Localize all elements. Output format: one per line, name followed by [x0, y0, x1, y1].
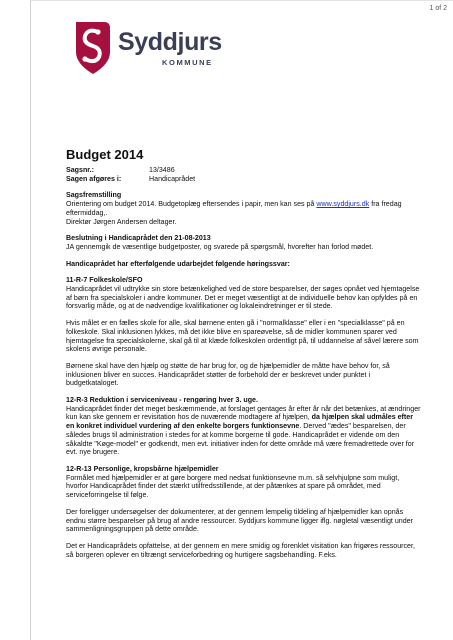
section-folkeskole	[66, 276, 422, 388]
text: Handicaprådet finder det meget beskæmmende, at forslaget gentages år efter år når det betænkes, at ændringer kun kan ske gennem er revisitation hos de nuværende modtagere af hjælpen,	[66, 404, 421, 422]
paragraph	[66, 405, 422, 457]
section-sagsfremstilling	[66, 191, 422, 226]
paragraph: Der foreligger undersøgelser der dokumenterer, at der gennem lempelig tildeling af hjælpemidler kan opnås endnu større besparelser på brug af andre ressourcer. Syddjurs kommune ligger iflg. nøgletal væsentligt under sammenligningsgruppen på dette område.	[66, 507, 413, 534]
paragraph: Hvis målet er en fælles skole for alle, skal børnene enten gå i "normalklasse" eller i en "specialklasse" på en folkeskole. Skal inklusionen lykkes, må det ikke blive en spareøvelse, så de midler kommunen sparer ved hjemtagelse fra specialskolerne, skal gå til at klæde folkeskolen ordentligt på, til uddannelse af såvel lærere som skolens øvrige personale.	[66, 319, 419, 354]
section-heading: Handicaprådet har efterfølgende udarbejdet følgende høringssvar:	[66, 259, 290, 268]
document-body	[66, 147, 422, 559]
text: Orientering om budget 2014. Budgetoplæg eftersendes i papir, men kan ses på	[66, 200, 317, 209]
meta-row-sagsnr	[66, 166, 422, 175]
paragraph: Handicaprådet vil udtrykke sin store betænkelighed ved de store besparelser, der søges opnået ved hjemtagelse af børn fra specialskoler i andre kommuner. Det er meget væsentligt at de individuelle behov kan opfyldes på en forsvarlig måde, og at de nødvendige kvalifikationer og lokaleindretninger er til stede.	[66, 285, 420, 311]
section-heading: 11-R-7 Folkeskole/SFO	[66, 276, 143, 285]
document-title: Budget 2014	[66, 147, 144, 162]
page-number: 1 of 2	[429, 5, 447, 12]
section-horing	[66, 260, 422, 269]
section-rengoring	[66, 396, 422, 457]
meta-row-sagen	[66, 175, 422, 184]
paragraph	[66, 200, 422, 217]
text: fra fredag eftermiddag,.	[66, 200, 402, 217]
logo-wordmark: Syddjurs	[118, 28, 222, 56]
section-heading: 12-R-3 Reduktion i serviceniveau - rengøring hver 3. uge.	[66, 396, 258, 405]
section-beslutning	[66, 234, 422, 251]
paragraph: Formålet med hjælpemidler er at gøre borgere med nedsat funktionsevne m.m. så selvhjulpne som muligt, hvorfor Handicaprådet finder det stærkt utilfredsstillende, at der påtænkes at spare på området, med serviceforringelse til følge.	[66, 473, 400, 500]
meta-key: Sagsnr.:	[66, 166, 94, 174]
meta-value: Handicaprådet	[149, 174, 196, 183]
section-heading: Sagsfremstilling	[66, 191, 122, 200]
paragraph: JA gennemgik de væsentlige budgetposter, og svarede på spørgsmål, hvorefter han forlod mødet.	[66, 242, 374, 251]
logo-subtitle: KOMMUNE	[162, 58, 213, 67]
section-hjaelpemidler	[66, 465, 422, 559]
paragraph: Direktør Jørgen Andersen deltager.	[66, 217, 177, 226]
meta-key: Sagen afgøres i:	[66, 174, 122, 183]
paragraph: Børnene skal have den hjælp og støtte de har brug for, og de hjælpemidler de måtte have behov for, så inklusionen bliver en succes. Handicaprådet støtter de forbehold der er beskrevet under punktet i budgetkataloget.	[66, 361, 390, 388]
meta-value: 13/3486	[149, 166, 175, 174]
text: . Derved "ædes" besparelsen, der således brugs til administration i stedes for at komme borgerne til gode. Handicaprådet er vidende om den såkaldte "Køge-model" er godkendt, men evt. initiativer inden for dette område må være fremadrettede over for evt. nye brugere.	[66, 422, 415, 457]
section-heading: 12-R-13 Personlige, kropsbårne hjælpemidler	[66, 464, 219, 473]
section-heading: Beslutning i Handicaprådet den 21-08-2013	[66, 234, 211, 243]
emphasis: da hjælpen skal udmåles efter en konkret individuel vurdering af den enkelte borgers funktionsevne	[66, 413, 413, 431]
paragraph: Det er Handicaprådets opfattelse, at der gennem en mere smidig og forenklet visitation kan frigøres ressourcer, så borgeren oplever en tiltrængt serviceforbedring og hurtigere sagsbehandling. F.eks.	[66, 541, 415, 559]
website-link[interactable]: www.syddjurs.dk	[316, 200, 370, 209]
